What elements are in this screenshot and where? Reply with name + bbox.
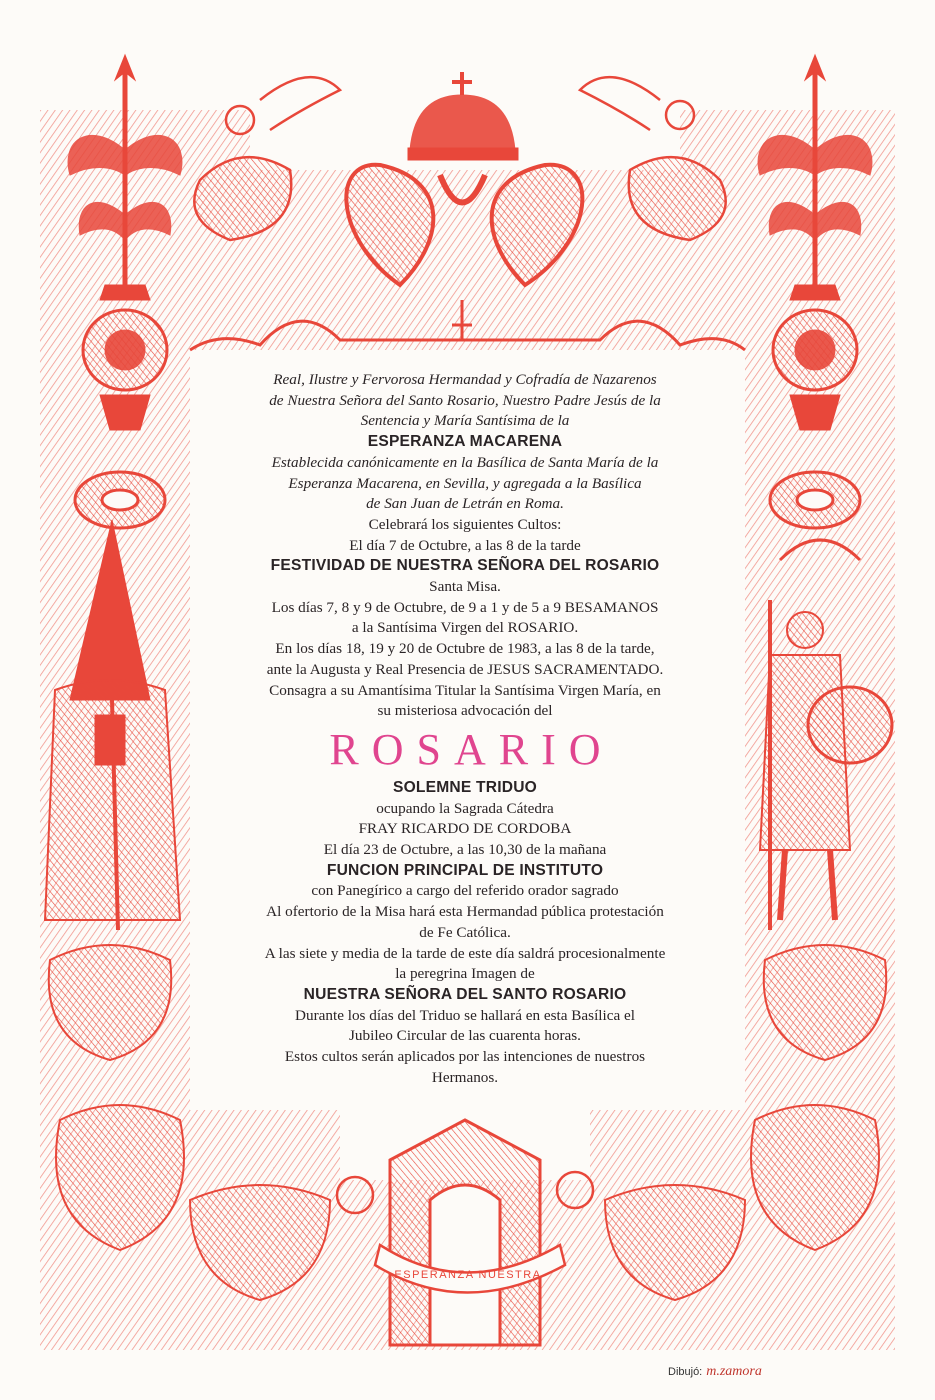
text-line: Al ofertorio de la Misa hará esta Hermandad pública protestación bbox=[266, 903, 664, 921]
text-line: con Panegírico a cargo del referido orador sagrado bbox=[311, 882, 619, 900]
heading-line: NUESTRA SEÑORA DEL SANTO ROSARIO bbox=[303, 985, 627, 1003]
heading-line: FUNCION PRINCIPAL DE INSTITUTO bbox=[326, 861, 604, 879]
text-line: Consagra a su Amantísima Titular la Santísima Virgen María, en bbox=[269, 681, 661, 699]
text-line: de San Juan de Letrán en Roma. bbox=[366, 495, 564, 513]
heading-line: FESTIVIDAD DE NUESTRA SEÑORA DEL ROSARIO bbox=[270, 557, 660, 575]
text-line: Durante los días del Triduo se hallará en esta Basílica el bbox=[295, 1006, 635, 1024]
text-line: El día 23 de Octubre, a las 10,30 de la mañana bbox=[323, 841, 607, 859]
heading-line: ESPERANZA MACARENA bbox=[367, 433, 563, 451]
text-line: El día 7 de Octubre, a las 8 de la tarde bbox=[349, 536, 581, 554]
text-line: ante la Augusta y Real Presencia de JESUS SACRAMENTADO. bbox=[266, 660, 664, 678]
text-line: Hermanos. bbox=[431, 1068, 499, 1086]
text-line: En los días 18, 19 y 20 de Octubre de 1983, a las 8 de la tarde, bbox=[275, 640, 655, 658]
artist-signature: m.zamora bbox=[706, 1364, 762, 1379]
rosario-title: ROSARIO bbox=[329, 724, 614, 774]
text-line: a la Santísima Virgen del ROSARIO. bbox=[351, 619, 579, 637]
text-line: de Fe Católica. bbox=[419, 923, 511, 941]
text-line: A las siete y media de la tarde de este día saldrá procesionalmente bbox=[264, 944, 666, 962]
text-line: FRAY RICARDO DE CORDOBA bbox=[358, 820, 572, 838]
text-line: Los días 7, 8 y 9 de Octubre, de 9 a 1 y de 5 a 9 BESAMANOS bbox=[271, 598, 659, 616]
text-line: de Nuestra Señora del Santo Rosario, Nuestro Padre Jesús de la bbox=[269, 391, 661, 409]
text-line: su misteriosa advocación del bbox=[377, 702, 553, 720]
artist-credit bbox=[668, 1364, 762, 1380]
text-line: Jubileo Circular de las cuarenta horas. bbox=[349, 1027, 581, 1045]
heading-line: SOLEMNE TRIDUO bbox=[392, 778, 537, 796]
banner-text: ESPERANZA NUESTRA bbox=[394, 1269, 542, 1281]
credit-label: Dibujó: bbox=[668, 1366, 703, 1378]
text-line: Establecida canónicamente en la Basílica de Santa María de la bbox=[271, 453, 659, 471]
text-line: Celebrará los siguientes Cultos: bbox=[368, 515, 562, 533]
text-line: Esperanza Macarena, en Sevilla, y agregada a la Basílica bbox=[288, 474, 642, 492]
text-line: Santa Misa. bbox=[429, 578, 501, 596]
text-line: Estos cultos serán aplicados por las intenciones de nuestros bbox=[284, 1048, 646, 1066]
announcement-text bbox=[205, 370, 725, 1089]
text-line: la peregrina Imagen de bbox=[395, 965, 535, 983]
text-line: Real, Ilustre y Fervorosa Hermandad y Cofradía de Nazarenos bbox=[273, 371, 657, 388]
text-line: Sentencia y María Santísima de la bbox=[360, 412, 570, 430]
text-line: ocupando la Sagrada Cátedra bbox=[376, 799, 554, 817]
